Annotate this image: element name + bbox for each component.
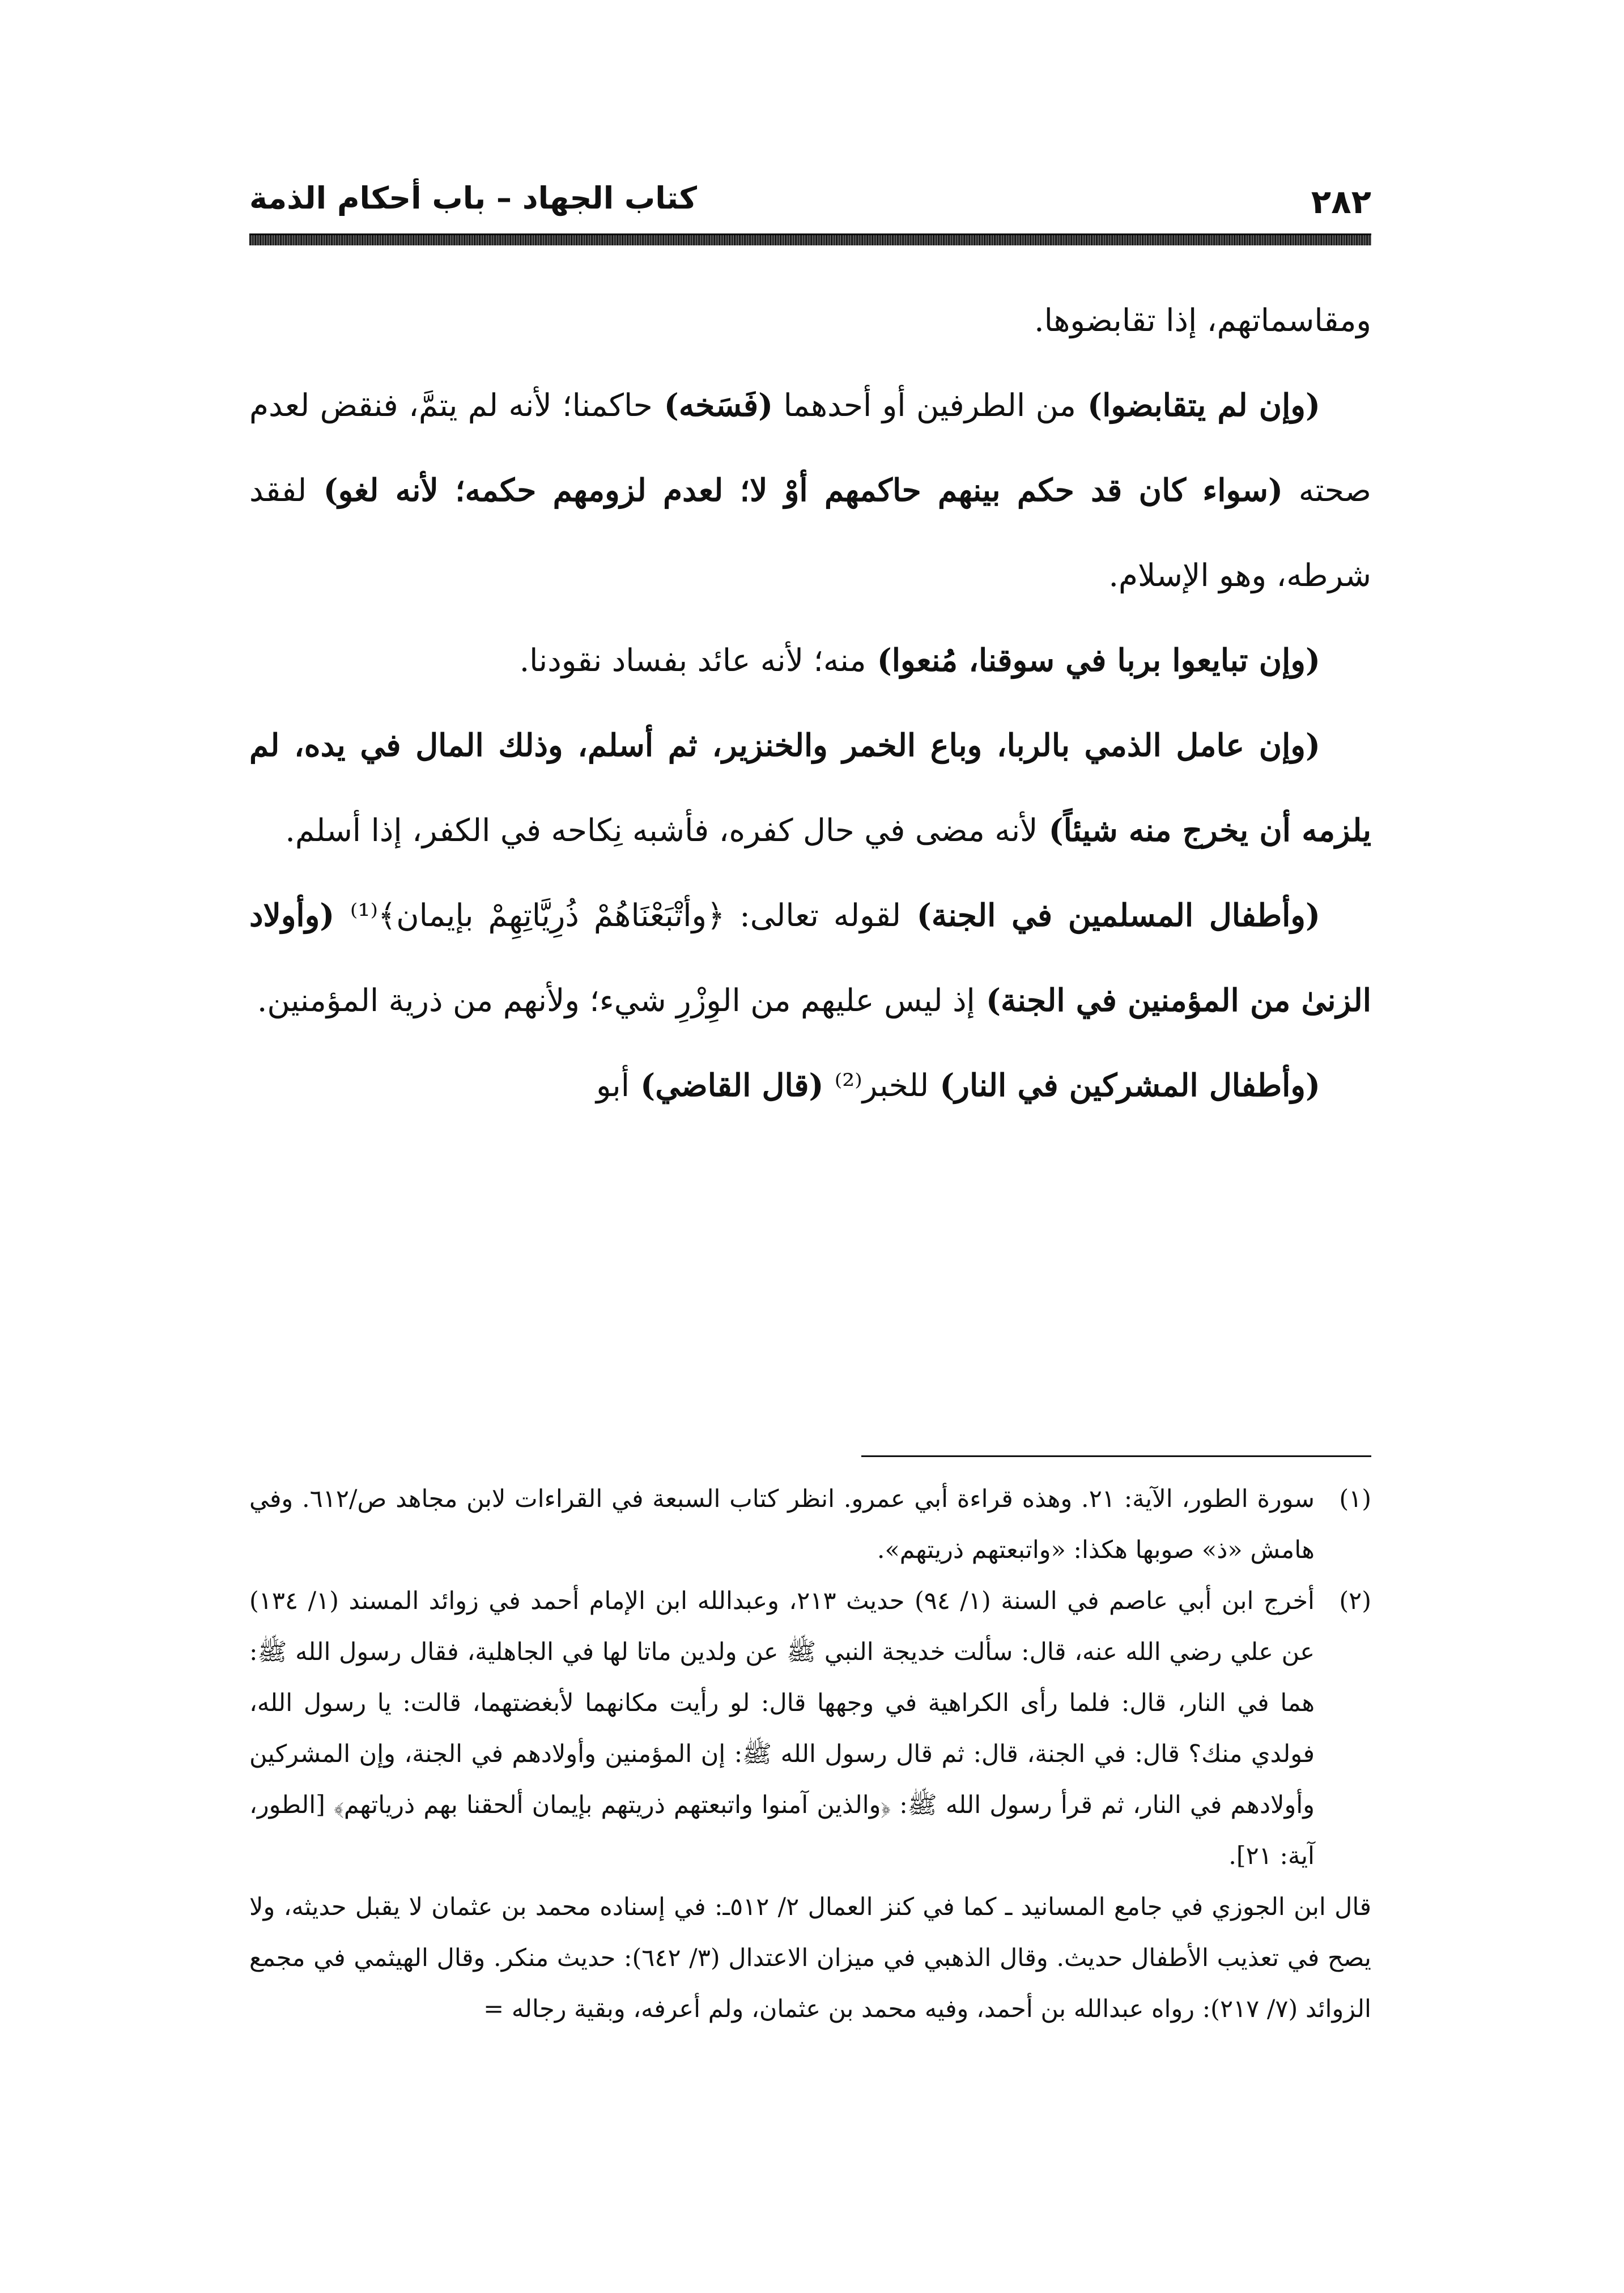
header-rule bbox=[249, 233, 1371, 245]
bold-run: (وإن عامل الذمي بالربا، وباع الخمر والخنزير، ثم أسلم، وذلك المال في يده، لم يلزمه أن يخرج منه شيئاً) bbox=[249, 727, 1371, 848]
footnote-1-text: سورة الطور، الآية: ٢١. وهذه قراءة أبي عمرو. انظر كتاب السبعة في القراءات لابن مجاهد ص/٦١٢. وفي هامش «ذ» صوبها هكذا: «واتبعتهم ذريتهم». bbox=[249, 1485, 1315, 1564]
bold-run: (وأطفال المشركين في النار) bbox=[929, 1067, 1320, 1103]
footnote-2 bbox=[249, 1576, 1371, 1882]
text-run: لأنه مضى في حال كفره، فأشبه نِكاحه في الكفر، إذا أسلم. bbox=[285, 812, 1038, 848]
text-run: لفقد شرطه، وهو الإسلام. bbox=[249, 472, 1371, 593]
book-page bbox=[249, 170, 1371, 2182]
text-run: إذ ليس عليهم من الوِزْرِ شيء؛ ولأنهم من ذرية المؤمنين. bbox=[257, 982, 975, 1018]
text-run: للخبر bbox=[862, 1067, 929, 1103]
paragraph-6 bbox=[249, 1043, 1371, 1128]
running-title-text: كتاب الجهاد – باب أحكام الذمة bbox=[249, 180, 697, 216]
bold-run: (وأولاد الزنىٰ من المؤمنين في الجنة) bbox=[249, 897, 1371, 1018]
paragraph-3 bbox=[249, 618, 1371, 703]
text-run: أبو bbox=[596, 1067, 630, 1103]
page-number: ٢٨٢ bbox=[1311, 182, 1371, 221]
footnote-2-continuation: قال ابن الجوزي في جامع المسانيد ـ كما في كنز العمال ٢/ ٥١٢ـ: في إسناده محمد بن عثمان لا يقبل حديثه، ولا يصح في تعذيب الأطفال حديث. وقال الذهبي في ميزان الاعتدال (٣/ ٦٤٢): حديث منكر. وقال الهيثمي في مجمع الزوائد (٧/ ٢١٧): رواه عبدالله بن أحمد، وفيه محمد بن عثمان، ولم أعرفه، وبقية رجاله = bbox=[249, 1893, 1372, 2023]
footnote-2-number: (٢) bbox=[1339, 1587, 1371, 1615]
footnote-1-number: (١) bbox=[1339, 1485, 1371, 1513]
footnotes bbox=[249, 1474, 1371, 2035]
footnote-separator bbox=[861, 1455, 1371, 1457]
footnote-2-text: أخرج ابن أبي عاصم في السنة (١/ ٩٤) حديث ٢١٣، وعبدالله ابن الإمام أحمد في زوائد المسند (١/ ١٣٤) عن علي رضي الله عنه، قال: سألت خديجة النبي ﷺ عن ولدين ماتا لها في الجاهلية، فقال رسول الله ﷺ: هما في النار، قال: فلما رأى الكراهية في وجهها قال: لو رأيت مكانهما لأبغضتهما، قالت: يا رسول الله، فولدي منك؟ قال: في الجنة، قال: ثم قال رسول الله ﷺ: إن المؤمنين وأولادهم في الجنة، وإن المشركين وأولادهم في النار، ثم قرأ رسول الله ﷺ: ﴿والذين آمنوا واتبعتهم ذريتهم بإيمان ألحقنا بهم ذرياتهم﴾ [الطور، آية: ٢١]. bbox=[249, 1587, 1315, 1870]
bold-run: (وأطفال المسلمين في الجنة) bbox=[901, 897, 1320, 933]
bold-run: (قال القاضي) bbox=[630, 1067, 835, 1103]
footnote-1 bbox=[249, 1474, 1371, 1576]
paragraph-5 bbox=[249, 873, 1371, 1043]
text-run: ⁽¹⁾ bbox=[350, 897, 378, 933]
paragraph-2 bbox=[249, 363, 1371, 618]
text-run: من الطرفين أو أحدهما bbox=[773, 387, 1076, 423]
paragraph-1: ومقاسماتهم، إذا تقابضوها. bbox=[1034, 302, 1371, 338]
paragraph-4 bbox=[249, 703, 1371, 873]
bold-run: (وإن لم يتقابضوا) bbox=[1075, 387, 1321, 423]
text-run: حاكمنا؛ لأنه لم يتمَّ، فنقض لعدم صحته bbox=[249, 387, 1371, 508]
text-run: لقوله تعالى: ﴿وأتْبَعْنَاهُمْ ذُرِيَّاتِهِمْ بإيمان﴾ bbox=[378, 897, 902, 933]
main-text bbox=[249, 278, 1371, 1128]
page-header bbox=[249, 170, 1371, 238]
bold-run: (وإن تبايعوا بربا في سوقنا، مُنعوا) bbox=[866, 642, 1320, 678]
text-run: منه؛ لأنه عائد بفساد نقودنا. bbox=[519, 642, 866, 678]
bold-run: (فَسَخه) bbox=[652, 387, 773, 423]
running-title bbox=[249, 180, 697, 216]
bold-run: (سواء كان قد حكم بينهم حاكمهم أوْ لا؛ لعدم لزومهم حكمه؛ لأنه لغو) bbox=[307, 472, 1283, 508]
text-run: ⁽²⁾ bbox=[834, 1067, 862, 1103]
